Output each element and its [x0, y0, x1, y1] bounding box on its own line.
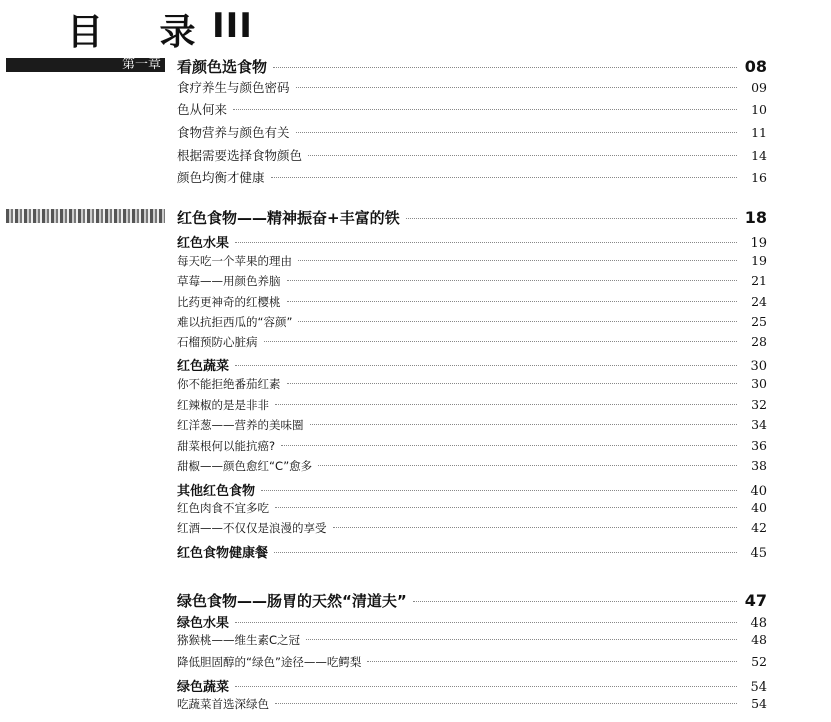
toc-chapter-row[interactable]	[177, 590, 767, 611]
toc-entry-row[interactable]	[177, 654, 767, 670]
toc-entry-title: 吃蔬菜首选深绿色	[177, 697, 269, 711]
dot-leader	[310, 424, 738, 425]
toc-entry-row[interactable]	[177, 632, 767, 648]
toc-page-number: 16	[751, 170, 767, 185]
toc-page-number: 19	[751, 253, 767, 268]
toc-entry-title: 红色食物——精神振奋+丰富的铁	[177, 209, 400, 227]
dot-leader	[235, 365, 737, 366]
toc-entry-title: 其他红色食物	[177, 484, 256, 499]
toc-entry-row[interactable]	[177, 500, 767, 516]
dot-leader	[275, 703, 737, 704]
toc-entry-row[interactable]	[177, 458, 767, 474]
toc-entry-row[interactable]	[177, 376, 767, 392]
dot-leader	[296, 87, 737, 88]
toc-entry-row[interactable]	[177, 696, 767, 712]
toc-entry-title: 每天吃一个苹果的理由	[177, 254, 292, 268]
toc-entry-row[interactable]	[177, 438, 767, 454]
toc-section-row[interactable]	[177, 542, 767, 561]
toc-entry-title: 猕猴桃——维生素C之冠	[177, 633, 301, 647]
toc-entry-title: 绿色水果	[177, 616, 230, 631]
toc-page-number: 28	[751, 334, 767, 349]
dot-leader	[333, 527, 738, 528]
toc-entry-row[interactable]	[177, 100, 767, 118]
toc-entry-title: 红酒——不仅仅是浪漫的享受	[177, 521, 327, 535]
dot-leader	[271, 177, 737, 178]
dot-leader	[264, 341, 738, 342]
dot-leader	[274, 552, 737, 553]
toc-entry-title: 色从何来	[177, 102, 228, 117]
dot-leader	[287, 301, 738, 302]
dot-leader	[261, 490, 737, 491]
toc-page-number: 47	[744, 591, 767, 610]
toc-entry-row[interactable]	[177, 123, 767, 141]
toc-page-number: 38	[751, 458, 767, 473]
toc-entry-title: 绿色蔬菜	[177, 680, 230, 695]
toc-page-number: 30	[750, 359, 767, 374]
toc-page-number: 19	[750, 236, 767, 251]
toc-entry-row[interactable]	[177, 253, 767, 269]
toc-title: 目 录	[67, 12, 218, 53]
toc-page-number: 30	[751, 376, 767, 391]
toc-entry-row[interactable]	[177, 314, 767, 330]
toc-section-row[interactable]	[177, 676, 767, 695]
toc-entry-title: 你不能拒绝番茄红素	[177, 377, 281, 391]
dot-leader	[281, 445, 737, 446]
dot-leader	[287, 280, 738, 281]
dot-leader	[298, 260, 737, 261]
toc-entry-row[interactable]	[177, 273, 767, 289]
toc-page-number: 48	[750, 616, 767, 631]
toc-entry-row[interactable]	[177, 78, 767, 96]
toc-page-number: 09	[751, 80, 767, 95]
toc-page-number: 36	[751, 438, 767, 453]
toc-page-number: 32	[751, 397, 767, 412]
dot-leader	[275, 507, 737, 508]
toc-entry-title: 降低胆固醇的“绿色”途径——吃鳄梨	[177, 655, 362, 669]
toc-entry-row[interactable]	[177, 417, 767, 433]
toc-page-number: 40	[751, 500, 767, 515]
toc-entry-title: 红色肉食不宜多吃	[177, 501, 269, 515]
toc-entry-row[interactable]	[177, 168, 767, 186]
toc-page-number: 10	[751, 102, 767, 117]
toc-entry-row[interactable]	[177, 520, 767, 536]
toc-page-number: 11	[751, 125, 767, 140]
dot-leader	[235, 242, 737, 243]
toc-entry-title: 颜色均衡才健康	[177, 170, 265, 185]
dot-leader	[273, 67, 737, 68]
toc-page-number: 25	[751, 314, 767, 329]
dot-leader	[367, 661, 737, 662]
toc-section-row[interactable]	[177, 612, 767, 631]
toc-page-number: 21	[751, 273, 767, 288]
toc-entry-title: 难以抗拒西瓜的“容颜”	[177, 315, 293, 329]
dot-leader	[296, 132, 737, 133]
toc-section-row[interactable]	[177, 480, 767, 499]
toc-page-number: 18	[744, 208, 767, 227]
toc-section-row[interactable]	[177, 355, 767, 374]
toc-entry-title: 红色蔬菜	[177, 359, 230, 374]
toc-entry-row[interactable]	[177, 294, 767, 310]
toc-entry-title: 红辣椒的是是非非	[177, 398, 269, 412]
dot-leader	[406, 218, 737, 219]
toc-entry-title: 食物营养与颜色有关	[177, 125, 290, 140]
toc-page-number: 45	[750, 546, 767, 561]
toc-entry-title: 红色食物健康餐	[177, 546, 269, 561]
toc-page-number: 42	[751, 520, 767, 535]
toc-page-number: 40	[750, 484, 767, 499]
toc-entry-title: 绿色食物——肠胃的天然“清道夫”	[177, 592, 407, 610]
toc-chapter-row[interactable]	[177, 56, 767, 77]
toc-page-number: 34	[751, 417, 767, 432]
toc-page-number: 24	[751, 294, 767, 309]
toc-page-number: 48	[751, 632, 767, 647]
toc-page-number: 08	[744, 57, 767, 76]
dot-leader	[413, 601, 737, 602]
dot-leader	[287, 383, 738, 384]
toc-entry-title: 甜椒——颜色愈红“C”愈多	[177, 459, 313, 473]
toc-entry-title: 石榴预防心脏病	[177, 335, 258, 349]
toc-entry-title: 根据需要选择食物颜色	[177, 148, 303, 163]
dot-leader	[308, 155, 737, 156]
chapter-tag-1: 第一章	[6, 58, 165, 72]
toc-page-number: 52	[751, 654, 767, 669]
dot-leader	[318, 465, 737, 466]
dot-leader	[235, 686, 737, 687]
dot-leader	[275, 404, 737, 405]
roman-numeral-mark: III	[212, 6, 253, 46]
toc-entry-title: 比药更神奇的红樱桃	[177, 295, 281, 309]
toc-entry-row[interactable]	[177, 146, 767, 164]
dot-leader	[233, 109, 737, 110]
dot-leader	[306, 639, 737, 640]
toc-section-row[interactable]	[177, 232, 767, 251]
toc-page-number: 14	[751, 148, 767, 163]
toc-entry-title: 甜菜根何以能抗癌?	[177, 439, 276, 453]
toc-entry-row[interactable]	[177, 334, 767, 350]
dot-leader	[298, 321, 737, 322]
dot-leader	[235, 622, 737, 623]
toc-entry-title: 草莓——用颜色养脑	[177, 274, 281, 288]
toc-entry-title: 红洋葱——营养的美味圈	[177, 418, 304, 432]
toc-chapter-row[interactable]	[177, 207, 767, 228]
toc-page-number: 54	[751, 696, 767, 711]
chapter-tag-2	[6, 209, 165, 223]
toc-entry-title: 食疗养生与颜色密码	[177, 80, 290, 95]
toc-page-number: 54	[750, 680, 767, 695]
toc-entry-title: 看颜色选食物	[177, 58, 268, 76]
toc-entry-row[interactable]	[177, 397, 767, 413]
toc-entry-title: 红色水果	[177, 236, 230, 251]
